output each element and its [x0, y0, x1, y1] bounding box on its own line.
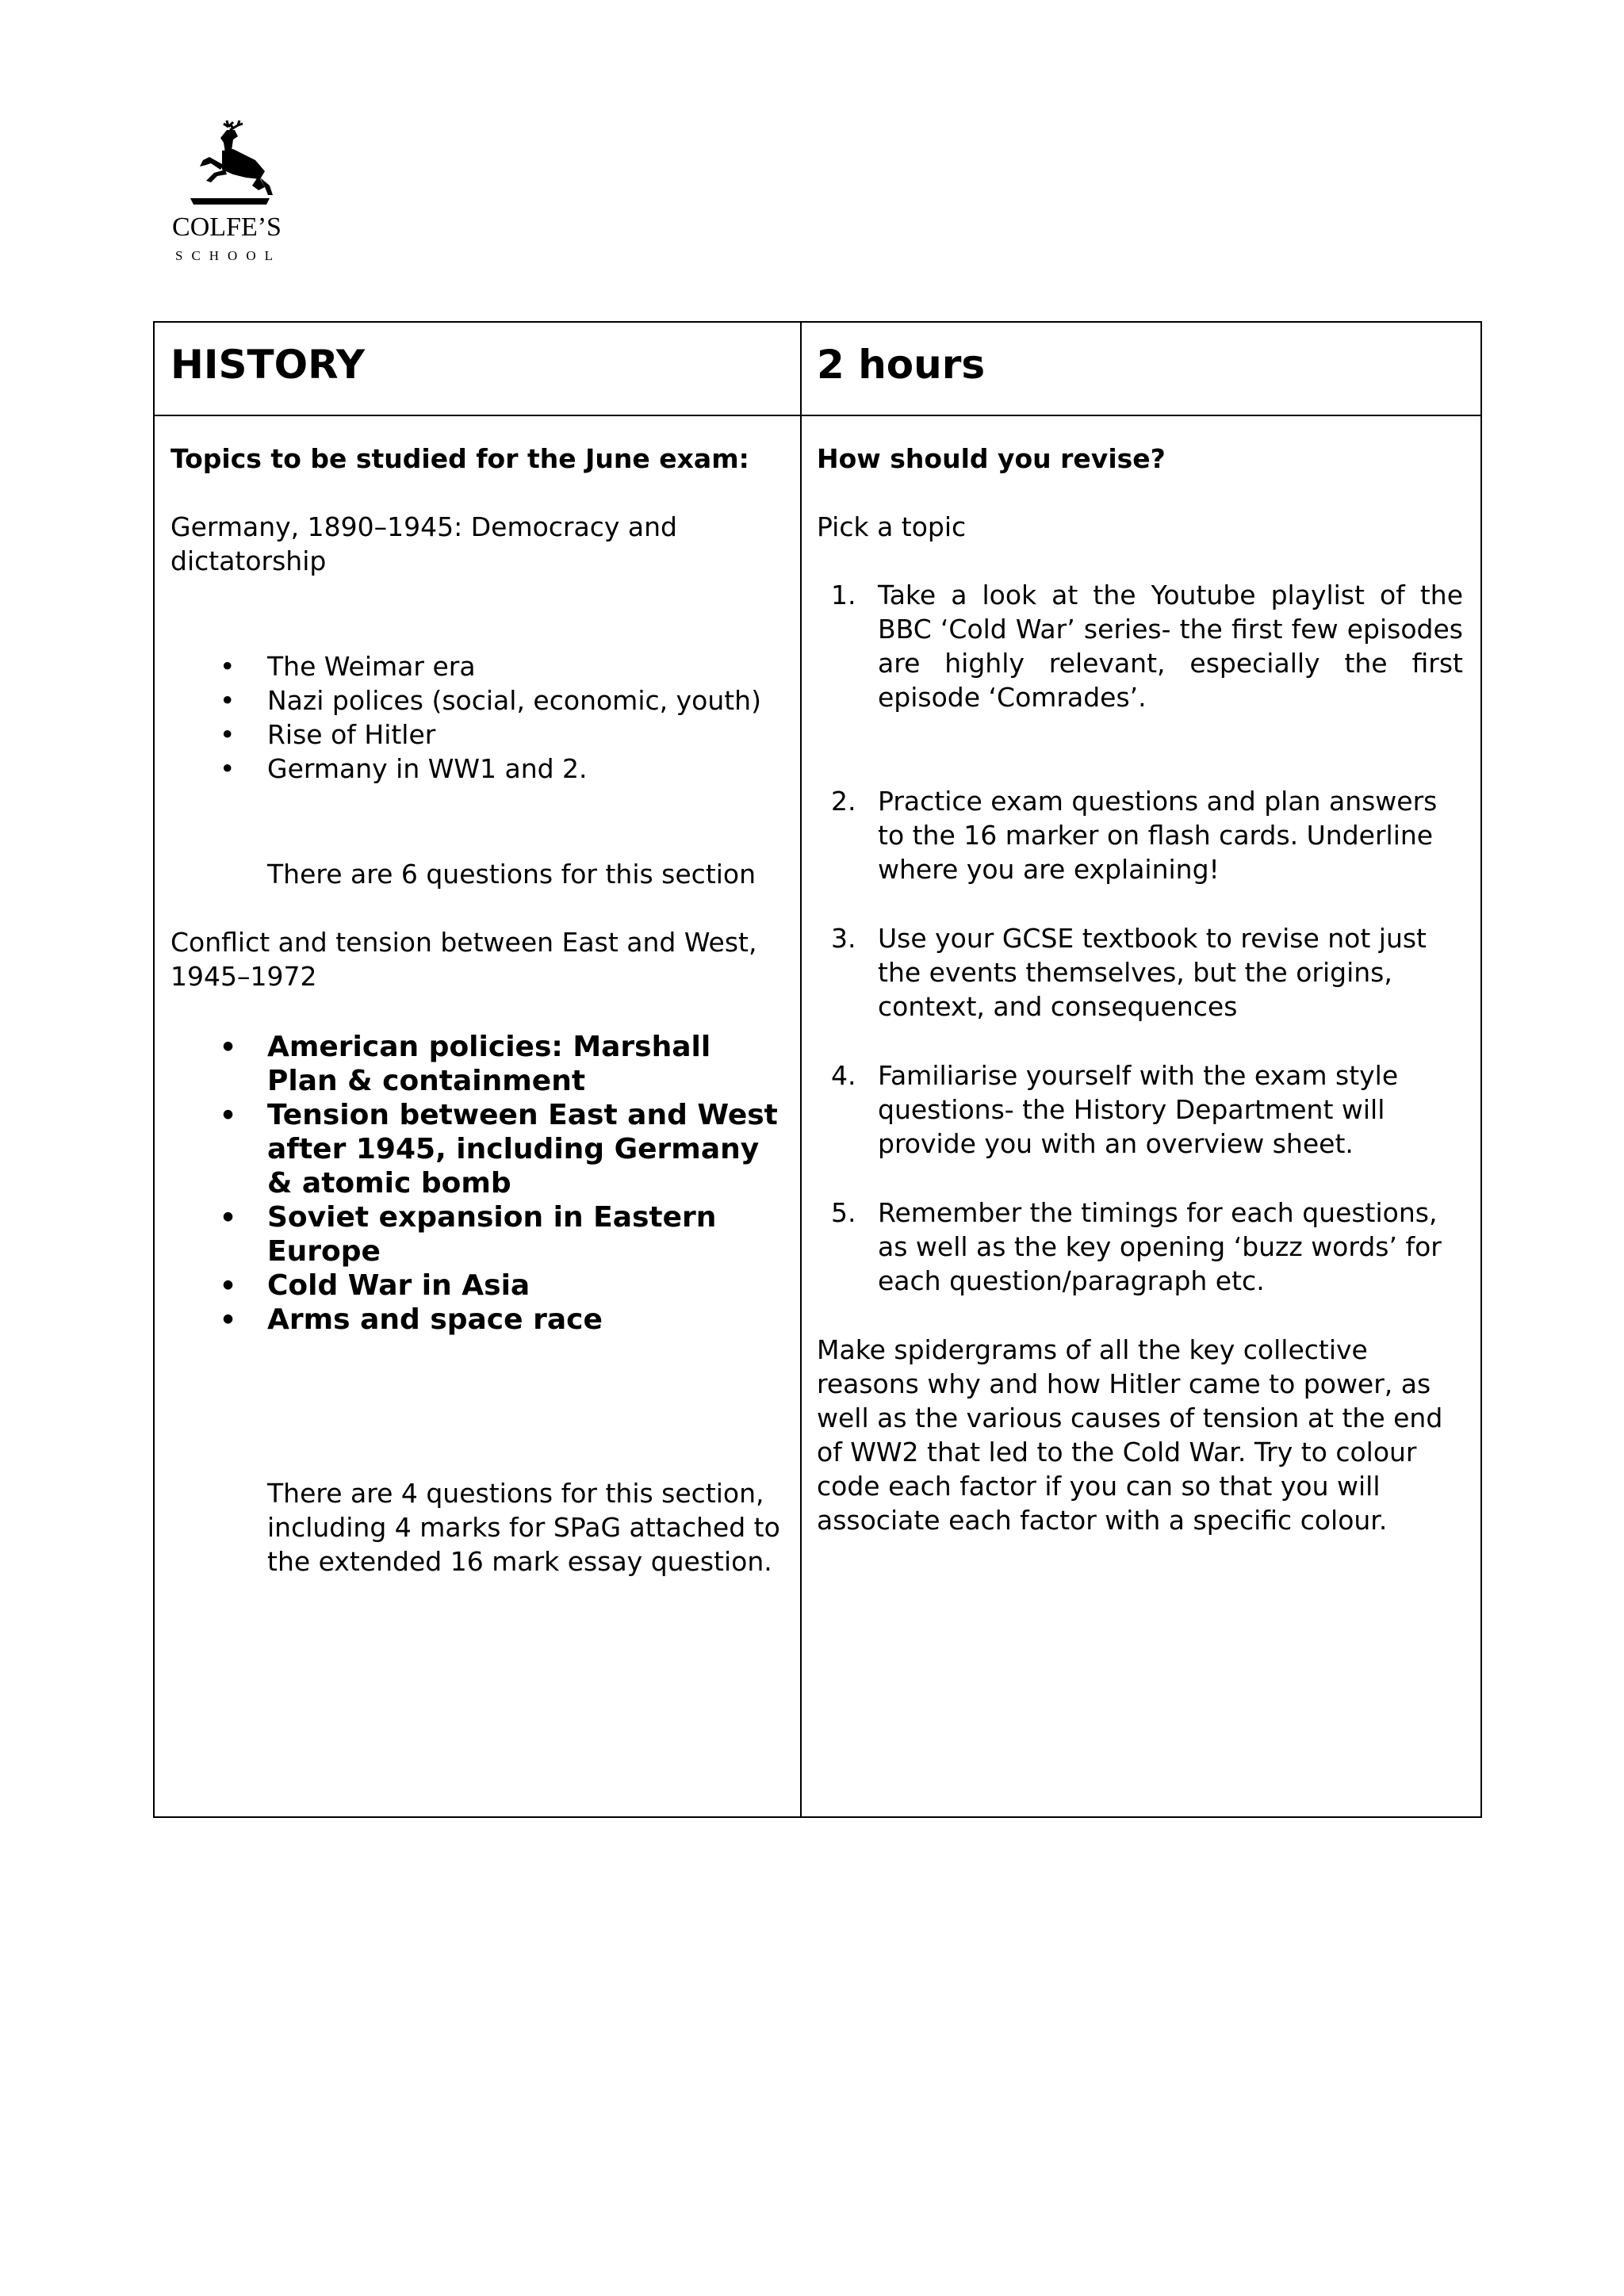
step-text: Use your GCSE textbook to revise not just the events themselves, but the origins, context, and consequences: [878, 923, 1427, 1022]
spidergram-advice: Make spidergrams of all the key collective reasons why and how Hitler came to power, as well as the various causes of tension at the end of WW2 that led to the Cold War. Try to colour code each factor if you can so that you will associate each factor with a specific colour.: [817, 1334, 1443, 1536]
column-divider: [800, 323, 802, 1816]
revision-step: [817, 1196, 1463, 1298]
school-logo: [159, 119, 301, 277]
duration-heading: 2 hours: [817, 342, 986, 388]
list-item: • Tension between East and West after 1945, including Germany & atomic bomb: [170, 1098, 789, 1200]
revision-table: [153, 321, 1482, 1818]
topics-column: [170, 442, 789, 1578]
revision-step: [817, 578, 1463, 714]
logo-school-name: COLFE’S: [172, 212, 282, 242]
revision-step: [817, 921, 1463, 1024]
step-number: 4.: [831, 1060, 856, 1091]
germany-topic-list: [170, 649, 789, 786]
list-item: • The Weimar era: [170, 649, 789, 683]
cold-war-question-note: There are 4 questions for this section, including 4 marks for SPaG attached to the extended 16 mark essay question.: [267, 1478, 780, 1577]
revision-column: [817, 442, 1463, 1537]
cold-war-topic-list: [170, 1030, 789, 1337]
revise-intro: How should you revise?: [817, 443, 1166, 474]
revision-step: [817, 784, 1463, 886]
step-text: Practice exam questions and plan answers to the 16 marker on flash cards. Underline where you are explaining!: [878, 786, 1438, 885]
step-number: 2.: [831, 786, 856, 817]
step-number: 1.: [831, 580, 856, 610]
step-text: Take a look at the Youtube playlist of the BBC ‘Cold War’ series- the first few episodes are highly relevant, especially the first episode ‘Comrades’.: [878, 580, 1463, 713]
list-item: • Nazi polices (social, economic, youth): [170, 683, 789, 718]
list-item: • American policies: Marshall Plan & containment: [170, 1030, 789, 1098]
revision-step: [817, 1058, 1463, 1161]
list-item: • Rise of Hitler: [170, 718, 789, 752]
list-item: • Cold War in Asia: [170, 1269, 789, 1303]
header-divider: [155, 415, 1480, 416]
revision-steps: [817, 578, 1463, 1298]
list-item: • Germany in WW1 and 2.: [170, 752, 789, 786]
step-number: 5.: [831, 1197, 856, 1228]
leaping-stag-icon: [182, 119, 278, 214]
topic-germany-title: Germany, 1890–1945: Democracy and dictatorship: [170, 511, 677, 576]
step-text: Remember the timings for each questions, as well as the key opening ‘buzz words’ for each question/paragraph etc.: [878, 1197, 1442, 1296]
pick-topic-text: Pick a topic: [817, 511, 967, 542]
subject-heading: HISTORY: [170, 342, 366, 388]
topics-intro: Topics to be studied for the June exam:: [170, 443, 749, 474]
step-text: Familiarise yourself with the exam style questions- the History Department will provide you with an overview sheet.: [878, 1060, 1399, 1159]
list-item: • Soviet expansion in Eastern Europe: [170, 1200, 789, 1269]
list-item: • Arms and space race: [170, 1303, 789, 1337]
logo-school-subtitle: SCHOOL: [174, 248, 282, 263]
topic-cold-war-title: Conflict and tension between East and West, 1945–1972: [170, 927, 757, 992]
step-number: 3.: [831, 923, 856, 954]
germany-question-note: There are 6 questions for this section: [267, 859, 756, 890]
